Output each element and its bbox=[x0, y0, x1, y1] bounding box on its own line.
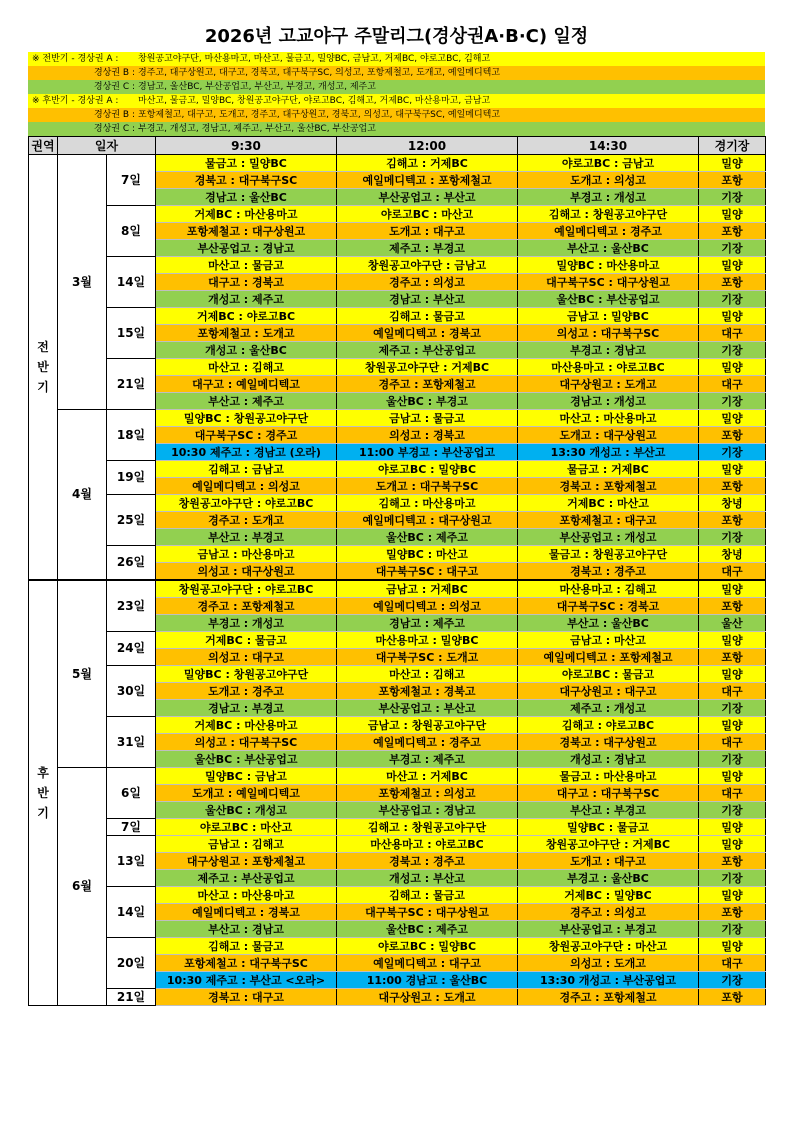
match-cell: 개성고 : 제주고 bbox=[156, 291, 337, 308]
match-cell: 거제BC : 마산고 bbox=[518, 495, 699, 512]
match-cell: 마산용마고 : 김해고 bbox=[518, 580, 699, 598]
match-cell: 대구북구SC : 대구상원고 bbox=[337, 904, 518, 921]
match-cell: 경남고 : 울산BC bbox=[156, 189, 337, 206]
match-cell: 마산용마고 : 밀양BC bbox=[337, 632, 518, 649]
match-cell: 대구고 : 경북고 bbox=[156, 274, 337, 291]
match-cell: 부산공업고 : 부산고 bbox=[337, 700, 518, 717]
match-cell: 경북고 : 포항제철고 bbox=[518, 478, 699, 495]
group-label: ※ 후반기 - 경상권 A : bbox=[32, 96, 119, 106]
venue-cell: 밀양 bbox=[699, 580, 766, 598]
match-cell: 제주고 : 부산공업고 bbox=[337, 342, 518, 359]
match-cell: 의성고 : 대구북구SC bbox=[156, 734, 337, 751]
venue-cell: 대구 bbox=[699, 563, 766, 581]
day-label: 21일 bbox=[107, 359, 156, 410]
venue-cell: 밀양 bbox=[699, 938, 766, 955]
day-label: 30일 bbox=[107, 666, 156, 717]
match-cell: 김해고 : 금남고 bbox=[156, 461, 337, 478]
match-cell: 마산용마고 : 야로고BC bbox=[337, 836, 518, 853]
match-cell: 의성고 : 경북고 bbox=[337, 427, 518, 444]
schedule-row bbox=[29, 768, 766, 785]
match-cell: 창원공고야구단 : 금남고 bbox=[337, 257, 518, 274]
match-cell: 경북고 : 경주고 bbox=[337, 853, 518, 870]
page-title: 2026년 고교야구 주말리그(경상권A·B·C) 일정 bbox=[204, 26, 589, 47]
match-cell: 거제BC : 물금고 bbox=[156, 632, 337, 649]
match-cell: 대구상원고 : 도개고 bbox=[518, 376, 699, 393]
group-teams: 경남고, 울산BC, 부산공업고, 부산고, 부경고, 개성고, 제주고 bbox=[138, 82, 376, 92]
venue-cell: 기장 bbox=[699, 240, 766, 257]
match-cell: 개성고 : 경남고 bbox=[518, 751, 699, 768]
match-cell: 도개고 : 경주고 bbox=[156, 683, 337, 700]
venue-cell: 기장 bbox=[699, 529, 766, 546]
match-cell: 부산공업고 : 경남고 bbox=[156, 240, 337, 257]
venue-cell: 대구 bbox=[699, 325, 766, 342]
match-cell: 대구북구SC : 도개고 bbox=[337, 649, 518, 666]
venue-cell: 포항 bbox=[699, 274, 766, 291]
venue-cell: 밀양 bbox=[699, 410, 766, 427]
schedule-row bbox=[29, 257, 766, 274]
venue-cell: 밀양 bbox=[699, 308, 766, 325]
match-cell: 금남고 : 창원공고야구단 bbox=[337, 717, 518, 734]
match-cell: 밀양BC : 금남고 bbox=[156, 768, 337, 785]
match-cell: 김해고 : 물금고 bbox=[337, 887, 518, 904]
match-cell: 야로고BC : 물금고 bbox=[518, 666, 699, 683]
venue-cell: 기장 bbox=[699, 342, 766, 359]
day-label: 14일 bbox=[107, 257, 156, 308]
venue-cell: 울산 bbox=[699, 615, 766, 632]
match-cell: 경주고 : 의성고 bbox=[518, 904, 699, 921]
match-cell: 부경고 : 제주고 bbox=[337, 751, 518, 768]
match-cell: 야로고BC : 금남고 bbox=[518, 155, 699, 172]
match-cell: 경주고 : 포항제철고 bbox=[337, 376, 518, 393]
venue-cell: 기장 bbox=[699, 189, 766, 206]
match-cell: 창원공고야구단 : 거제BC bbox=[337, 359, 518, 376]
venue-cell: 포항 bbox=[699, 223, 766, 240]
group-info-row bbox=[28, 80, 765, 94]
match-cell: 부산고 : 제주고 bbox=[156, 393, 337, 410]
day-label: 21일 bbox=[107, 989, 156, 1006]
match-cell: 야로고BC : 밀양BC bbox=[337, 461, 518, 478]
group-teams: 부경고, 개성고, 경남고, 제주고, 부산고, 울산BC, 부산공업고 bbox=[138, 124, 376, 134]
match-cell: 제주고 : 부경고 bbox=[337, 240, 518, 257]
match-cell: 대구고 : 대구북구SC bbox=[518, 785, 699, 802]
venue-cell: 포항 bbox=[699, 478, 766, 495]
schedule-row bbox=[29, 410, 766, 427]
venue-cell: 대구 bbox=[699, 683, 766, 700]
match-cell: 예일메디텍고 : 포항제철고 bbox=[518, 649, 699, 666]
day-label: 6일 bbox=[107, 768, 156, 819]
match-cell: 부산고 : 경남고 bbox=[156, 921, 337, 938]
match-cell: 부산고 : 울산BC bbox=[518, 615, 699, 632]
match-cell: 경남고 : 제주고 bbox=[337, 615, 518, 632]
match-cell: 마산용마고 : 야로고BC bbox=[518, 359, 699, 376]
match-cell: 대구상원고 : 도개고 bbox=[337, 989, 518, 1006]
venue-cell: 포항 bbox=[699, 904, 766, 921]
match-cell: 밀양BC : 창원공고야구단 bbox=[156, 666, 337, 683]
match-cell: 마산고 : 마산용마고 bbox=[518, 410, 699, 427]
venue-cell: 포항 bbox=[699, 649, 766, 666]
match-cell: 경북고 : 경주고 bbox=[518, 563, 699, 581]
match-cell: 김해고 : 마산용마고 bbox=[337, 495, 518, 512]
match-cell: 대구고 : 예일메디텍고 bbox=[156, 376, 337, 393]
group-info-row bbox=[28, 52, 765, 66]
match-cell: 밀양BC : 마산용마고 bbox=[518, 257, 699, 274]
match-cell: 부산공업고 : 부경고 bbox=[518, 921, 699, 938]
month-label: 3월 bbox=[58, 155, 107, 410]
venue-cell: 밀양 bbox=[699, 887, 766, 904]
match-cell: 마산고 : 김해고 bbox=[156, 359, 337, 376]
venue-cell: 창녕 bbox=[699, 495, 766, 512]
match-cell: 창원공고야구단 : 야로고BC bbox=[156, 495, 337, 512]
match-cell: 금남고 : 물금고 bbox=[337, 410, 518, 427]
match-cell: 경주고 : 의성고 bbox=[337, 274, 518, 291]
venue-cell: 밀양 bbox=[699, 819, 766, 836]
venue-cell: 기장 bbox=[699, 393, 766, 410]
match-cell: 밀양BC : 창원공고야구단 bbox=[156, 410, 337, 427]
match-cell: 10:30 제주고 : 경남고 (오라) bbox=[156, 444, 337, 461]
match-cell: 밀양BC : 물금고 bbox=[518, 819, 699, 836]
match-cell: 포항제철고 : 경북고 bbox=[337, 683, 518, 700]
match-cell: 13:30 개성고 : 부산고 bbox=[518, 444, 699, 461]
header-time-3: 14:30 bbox=[518, 137, 699, 155]
venue-cell: 포항 bbox=[699, 989, 766, 1006]
group-info-row bbox=[28, 108, 765, 122]
venue-cell: 기장 bbox=[699, 291, 766, 308]
day-label: 18일 bbox=[107, 410, 156, 461]
match-cell: 김해고 : 야로고BC bbox=[518, 717, 699, 734]
schedule-row bbox=[29, 206, 766, 223]
match-cell: 울산BC : 제주고 bbox=[337, 921, 518, 938]
match-cell: 울산BC : 제주고 bbox=[337, 529, 518, 546]
match-cell: 경북고 : 대구고 bbox=[156, 989, 337, 1006]
group-label: 경상권 C : bbox=[93, 82, 135, 92]
match-cell: 11:00 부경고 : 부산공업고 bbox=[337, 444, 518, 461]
match-cell: 예일메디텍고 : 의성고 bbox=[156, 478, 337, 495]
match-cell: 김해고 : 물금고 bbox=[156, 938, 337, 955]
match-cell: 대구북구SC : 경주고 bbox=[156, 427, 337, 444]
match-cell: 경주고 : 포항제철고 bbox=[156, 598, 337, 615]
schedule-row bbox=[29, 461, 766, 478]
group-label: 경상권 B : bbox=[93, 110, 135, 120]
day-label: 14일 bbox=[107, 887, 156, 938]
match-cell: 예일메디텍고 : 대구상원고 bbox=[337, 512, 518, 529]
match-cell: 울산BC : 부경고 bbox=[337, 393, 518, 410]
match-cell: 부산공업고 : 개성고 bbox=[518, 529, 699, 546]
group-info-row bbox=[28, 66, 765, 80]
match-cell: 도개고 : 대구고 bbox=[518, 853, 699, 870]
venue-cell: 기장 bbox=[699, 972, 766, 989]
header-venue: 경기장 bbox=[699, 137, 766, 155]
match-cell: 경주고 : 포항제철고 bbox=[518, 989, 699, 1006]
match-cell: 물금고 : 밀양BC bbox=[156, 155, 337, 172]
match-cell: 의성고 : 도개고 bbox=[518, 955, 699, 972]
day-label: 26일 bbox=[107, 546, 156, 581]
match-cell: 의성고 : 대구고 bbox=[156, 649, 337, 666]
schedule-table bbox=[28, 136, 766, 1006]
venue-cell: 포항 bbox=[699, 172, 766, 189]
match-cell: 거제BC : 밀양BC bbox=[518, 887, 699, 904]
group-label: 경상권 B : bbox=[93, 68, 135, 78]
header-time-2: 12:00 bbox=[337, 137, 518, 155]
day-label: 31일 bbox=[107, 717, 156, 768]
match-cell: 부산공업고 : 부산고 bbox=[337, 189, 518, 206]
venue-cell: 포항 bbox=[699, 853, 766, 870]
venue-cell: 대구 bbox=[699, 376, 766, 393]
match-cell: 김해고 : 거제BC bbox=[337, 155, 518, 172]
day-label: 23일 bbox=[107, 580, 156, 632]
venue-cell: 대구 bbox=[699, 734, 766, 751]
match-cell: 도개고 : 예일메디텍고 bbox=[156, 785, 337, 802]
schedule-row bbox=[29, 359, 766, 376]
venue-cell: 밀양 bbox=[699, 155, 766, 172]
match-cell: 도개고 : 대구북구SC bbox=[337, 478, 518, 495]
month-label: 4월 bbox=[58, 410, 107, 581]
match-cell: 경북고 : 대구상원고 bbox=[518, 734, 699, 751]
match-cell: 부경고 : 개성고 bbox=[156, 615, 337, 632]
schedule-row bbox=[29, 546, 766, 563]
venue-cell: 기장 bbox=[699, 751, 766, 768]
match-cell: 금남고 : 김해고 bbox=[156, 836, 337, 853]
match-cell: 예일메디텍고 : 경주고 bbox=[518, 223, 699, 240]
group-teams: 경주고, 대구상원고, 대구고, 경북고, 대구북구SC, 의성고, 포항제철고, 도개고, 예일메디텍고 bbox=[138, 68, 501, 78]
day-label: 15일 bbox=[107, 308, 156, 359]
match-cell: 김해고 : 물금고 bbox=[337, 308, 518, 325]
schedule-row bbox=[29, 632, 766, 649]
day-label: 25일 bbox=[107, 495, 156, 546]
match-cell: 부경고 : 개성고 bbox=[518, 189, 699, 206]
match-cell: 예일메디텍고 : 포항제철고 bbox=[337, 172, 518, 189]
match-cell: 10:30 제주고 : 부산고 <오라> bbox=[156, 972, 337, 989]
match-cell: 의성고 : 대구상원고 bbox=[156, 563, 337, 581]
match-cell: 제주고 : 개성고 bbox=[518, 700, 699, 717]
venue-cell: 기장 bbox=[699, 921, 766, 938]
schedule-row bbox=[29, 666, 766, 683]
group-info-row bbox=[28, 94, 765, 108]
schedule-row bbox=[29, 495, 766, 512]
match-cell: 부산고 : 부경고 bbox=[518, 802, 699, 819]
match-cell: 포항제철고 : 대구북구SC bbox=[156, 955, 337, 972]
match-cell: 예일메디텍고 : 대구고 bbox=[337, 955, 518, 972]
group-info-row bbox=[28, 122, 765, 136]
venue-cell: 밀양 bbox=[699, 257, 766, 274]
match-cell: 11:00 경남고 : 울산BC bbox=[337, 972, 518, 989]
match-cell: 예일메디텍고 : 경북고 bbox=[156, 904, 337, 921]
schedule-row bbox=[29, 155, 766, 172]
match-cell: 부산공업고 : 경남고 bbox=[337, 802, 518, 819]
venue-cell: 기장 bbox=[699, 444, 766, 461]
match-cell: 부경고 : 울산BC bbox=[518, 870, 699, 887]
match-cell: 마산고 : 거제BC bbox=[337, 768, 518, 785]
month-label: 6월 bbox=[58, 768, 107, 1006]
match-cell: 포항제철고 : 의성고 bbox=[337, 785, 518, 802]
half-label bbox=[29, 580, 58, 1006]
match-cell: 울산BC : 부산공업고 bbox=[518, 291, 699, 308]
match-cell: 포항제철고 : 도개고 bbox=[156, 325, 337, 342]
match-cell: 부경고 : 경남고 bbox=[518, 342, 699, 359]
schedule-row bbox=[29, 836, 766, 853]
match-cell: 예일메디텍고 : 의성고 bbox=[337, 598, 518, 615]
header-date: 일자 bbox=[58, 137, 156, 155]
day-label: 13일 bbox=[107, 836, 156, 887]
match-cell: 밀양BC : 마산고 bbox=[337, 546, 518, 563]
schedule-row bbox=[29, 717, 766, 734]
match-cell: 제주고 : 부산공업고 bbox=[156, 870, 337, 887]
match-cell: 경주고 : 도개고 bbox=[156, 512, 337, 529]
match-cell: 도개고 : 대구고 bbox=[337, 223, 518, 240]
venue-cell: 밀양 bbox=[699, 359, 766, 376]
venue-cell: 창녕 bbox=[699, 546, 766, 563]
match-cell: 도개고 : 의성고 bbox=[518, 172, 699, 189]
match-cell: 물금고 : 거제BC bbox=[518, 461, 699, 478]
match-cell: 대구북구SC : 경북고 bbox=[518, 598, 699, 615]
match-cell: 물금고 : 창원공고야구단 bbox=[518, 546, 699, 563]
match-cell: 예일메디텍고 : 경주고 bbox=[337, 734, 518, 751]
match-cell: 금남고 : 마산고 bbox=[518, 632, 699, 649]
schedule-row bbox=[29, 308, 766, 325]
match-cell: 창원공고야구단 : 마산고 bbox=[518, 938, 699, 955]
header-row bbox=[29, 137, 766, 155]
match-cell: 대구북구SC : 대구상원고 bbox=[518, 274, 699, 291]
match-cell: 울산BC : 부산공업고 bbox=[156, 751, 337, 768]
venue-cell: 밀양 bbox=[699, 717, 766, 734]
header-region: 권역 bbox=[29, 137, 58, 155]
venue-cell: 밀양 bbox=[699, 206, 766, 223]
match-cell: 개성고 : 울산BC bbox=[156, 342, 337, 359]
match-cell: 김해고 : 창원공고야구단 bbox=[518, 206, 699, 223]
schedule-row bbox=[29, 938, 766, 955]
match-cell: 울산BC : 개성고 bbox=[156, 802, 337, 819]
match-cell: 금남고 : 밀양BC bbox=[518, 308, 699, 325]
group-label: ※ 전반기 - 경상권 A : bbox=[32, 54, 119, 64]
header-time-1: 9:30 bbox=[156, 137, 337, 155]
venue-cell: 밀양 bbox=[699, 461, 766, 478]
venue-cell: 밀양 bbox=[699, 632, 766, 649]
venue-cell: 기장 bbox=[699, 870, 766, 887]
half-label-text: 후 반 기 bbox=[37, 766, 49, 820]
match-cell: 마산고 : 김해고 bbox=[337, 666, 518, 683]
match-cell: 금남고 : 거제BC bbox=[337, 580, 518, 598]
match-cell: 경남고 : 부경고 bbox=[156, 700, 337, 717]
venue-cell: 기장 bbox=[699, 802, 766, 819]
day-label: 24일 bbox=[107, 632, 156, 666]
half-label bbox=[29, 155, 58, 581]
match-cell: 창원공고야구단 : 야로고BC bbox=[156, 580, 337, 598]
match-cell: 거제BC : 마산용마고 bbox=[156, 717, 337, 734]
match-cell: 김해고 : 창원공고야구단 bbox=[337, 819, 518, 836]
day-label: 19일 bbox=[107, 461, 156, 495]
group-label: 경상권 C : bbox=[93, 124, 135, 134]
match-cell: 대구상원고 : 포항제철고 bbox=[156, 853, 337, 870]
match-cell: 도개고 : 대구상원고 bbox=[518, 427, 699, 444]
day-label: 20일 bbox=[107, 938, 156, 989]
match-cell: 경남고 : 부산고 bbox=[337, 291, 518, 308]
venue-cell: 대구 bbox=[699, 785, 766, 802]
match-cell: 포항제철고 : 대구상원고 bbox=[156, 223, 337, 240]
group-info bbox=[28, 52, 765, 136]
group-teams: 창원공고야구단, 마산용마고, 마산고, 물금고, 밀양BC, 금남고, 거제BC, 야로고BC, 김해고 bbox=[138, 54, 491, 64]
match-cell: 경남고 : 개성고 bbox=[518, 393, 699, 410]
schedule-row bbox=[29, 819, 766, 836]
venue-cell: 밀양 bbox=[699, 666, 766, 683]
match-cell: 거제BC : 야로고BC bbox=[156, 308, 337, 325]
half-label-text: 전 반 기 bbox=[37, 340, 49, 394]
match-cell: 야로고BC : 마산고 bbox=[156, 819, 337, 836]
match-cell: 경북고 : 대구북구SC bbox=[156, 172, 337, 189]
match-cell: 대구북구SC : 대구고 bbox=[337, 563, 518, 581]
schedule-row bbox=[29, 887, 766, 904]
match-cell: 의성고 : 대구북구SC bbox=[518, 325, 699, 342]
match-cell: 대구상원고 : 대구고 bbox=[518, 683, 699, 700]
match-cell: 마산고 : 물금고 bbox=[156, 257, 337, 274]
day-label: 8일 bbox=[107, 206, 156, 257]
match-cell: 포항제철고 : 대구고 bbox=[518, 512, 699, 529]
match-cell: 13:30 개성고 : 부산공업고 bbox=[518, 972, 699, 989]
match-cell: 개성고 : 부산고 bbox=[337, 870, 518, 887]
match-cell: 거제BC : 마산용마고 bbox=[156, 206, 337, 223]
venue-cell: 포항 bbox=[699, 598, 766, 615]
schedule-row bbox=[29, 989, 766, 1006]
match-cell: 창원공고야구단 : 거제BC bbox=[518, 836, 699, 853]
match-cell: 부산고 : 부경고 bbox=[156, 529, 337, 546]
venue-cell: 포항 bbox=[699, 427, 766, 444]
match-cell: 야로고BC : 밀양BC bbox=[337, 938, 518, 955]
venue-cell: 밀양 bbox=[699, 836, 766, 853]
match-cell: 금남고 : 마산용마고 bbox=[156, 546, 337, 563]
venue-cell: 기장 bbox=[699, 700, 766, 717]
match-cell: 부산고 : 울산BC bbox=[518, 240, 699, 257]
match-cell: 야로고BC : 마산고 bbox=[337, 206, 518, 223]
group-teams: 포항제철고, 대구고, 도개고, 경주고, 대구상원고, 경북고, 의성고, 대구북구SC, 예일메디텍고 bbox=[138, 110, 501, 120]
group-teams: 마산고, 물금고, 밀양BC, 창원공고야구단, 야로고BC, 김해고, 거제BC, 마산용마고, 금남고 bbox=[138, 96, 491, 106]
match-cell: 물금고 : 마산용마고 bbox=[518, 768, 699, 785]
day-label: 7일 bbox=[107, 155, 156, 206]
venue-cell: 밀양 bbox=[699, 768, 766, 785]
venue-cell: 포항 bbox=[699, 512, 766, 529]
day-label: 7일 bbox=[107, 819, 156, 836]
month-label: 5월 bbox=[58, 580, 107, 768]
venue-cell: 대구 bbox=[699, 955, 766, 972]
schedule-row bbox=[29, 580, 766, 598]
match-cell: 마산고 : 마산용마고 bbox=[156, 887, 337, 904]
match-cell: 예일메디텍고 : 경북고 bbox=[337, 325, 518, 342]
